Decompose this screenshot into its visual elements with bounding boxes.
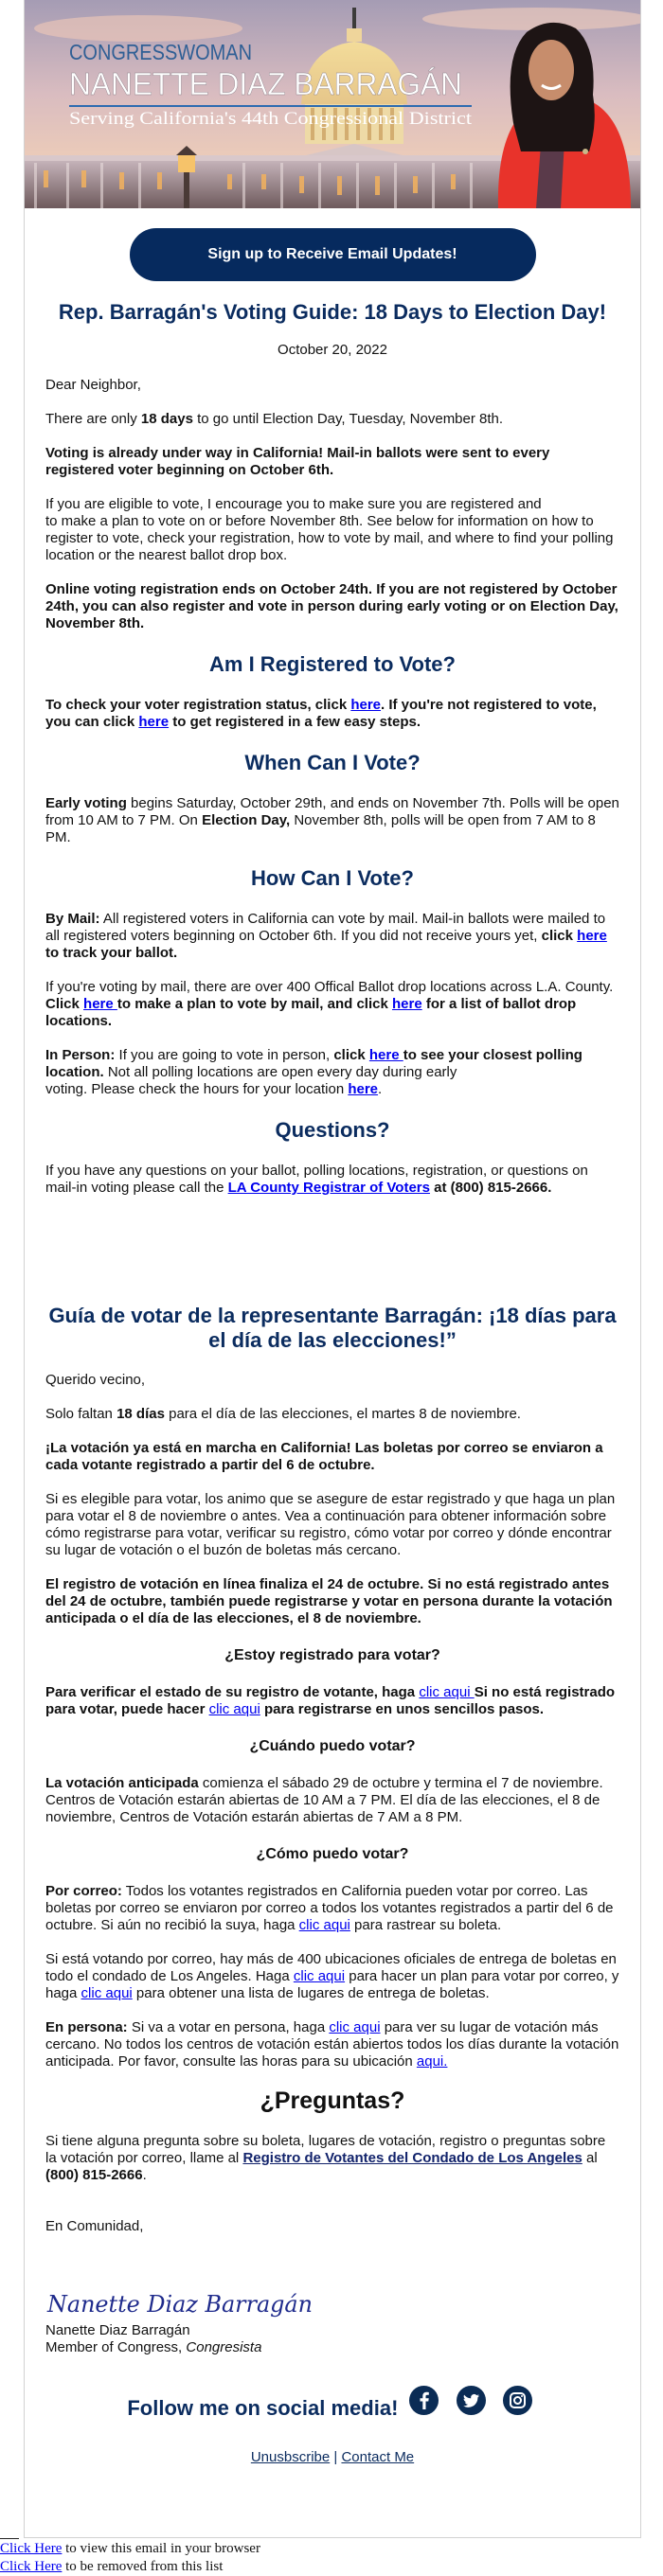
heading-registered-es: ¿Estoy registrado para votar?: [224, 1647, 440, 1663]
emphasis: En persona:: [45, 2019, 128, 2035]
paragraph-registration-deadline: [45, 581, 619, 632]
signer-title-es: Congresista: [186, 2339, 262, 2355]
social-label: Follow me on social media!: [127, 2396, 399, 2420]
paragraph-voting-underway: [45, 445, 619, 479]
view-in-browser-link[interactable]: Click Here: [0, 2541, 63, 2556]
text: al: [582, 2150, 598, 2166]
text: to be removed from this list: [62, 2559, 224, 2574]
polling-location-link-es[interactable]: clic aqui: [329, 2019, 381, 2035]
paragraph-voting-underway-es: [45, 1440, 619, 1474]
text: Para verificar el estado de su registro de votante, haga: [45, 1684, 420, 1700]
signer-title-en: Member of Congress,: [45, 2339, 187, 2355]
header-tagline: Serving California's 44th Congressional District: [69, 109, 473, 129]
text: Todos los votantes registrados en California pueden votar por correo. Las boletas por correo se enviaron por correo a todos los votantes registrados a partir del 6 de octubre. Si aún no recibió la suya, haga: [45, 1883, 614, 1933]
signer-title: [45, 2339, 619, 2356]
la-county-registrar-link[interactable]: LA County Registrar of Voters: [227, 1180, 430, 1196]
text: to make a plan to vote by mail, and click: [116, 996, 392, 1012]
text: November 8th, polls will be open from 7 AM to 8 PM.: [45, 812, 596, 845]
paragraph-check-registration: [45, 697, 619, 731]
emphasis: ¡La votación ya está en marcha en California! Las boletas por correo se enviaron a cada votante registrado a partir del 6 de octubre.: [45, 1440, 603, 1473]
drop-locations-link-es[interactable]: clic aqui: [81, 1985, 133, 2001]
twitter-icon[interactable]: [457, 2386, 486, 2415]
signature: [45, 2286, 619, 2322]
signature-image: [45, 2286, 330, 2322]
text: for a list of ballot drop locations.: [45, 996, 577, 1029]
heading-questions-es: ¿Preguntas?: [260, 2087, 405, 2114]
remove-from-list-link[interactable]: Click Here: [0, 2559, 63, 2574]
paragraph-in-person-es: [45, 2019, 619, 2070]
letter-body: [45, 377, 619, 2235]
social-follow: [45, 2393, 619, 2424]
heading-registered: Am I Registered to Vote?: [209, 652, 456, 676]
signer-name: Nanette Diaz Barragán: [45, 2322, 190, 2338]
text: para el día de las elecciones, el martes 8 de noviembre.: [164, 1406, 521, 1422]
paragraph-by-mail: [45, 911, 619, 962]
text: click: [333, 1047, 369, 1063]
svg-text:Nanette Diaz Barragán: Nanette Diaz Barragán: [46, 2291, 314, 2318]
text: Si va a votar en persona, haga: [127, 2019, 330, 2035]
text: If you have any questions on your ballot, polling locations, registration, or questions on mail-in voting please call the: [45, 1163, 588, 1196]
text: Solo faltan: [45, 1406, 117, 1422]
paragraph-drop-locations: [45, 979, 619, 1030]
plan-vote-by-mail-link-es[interactable]: clic aqui: [293, 1968, 346, 1984]
text: . If you're not registered to vote, you can click: [45, 697, 597, 730]
text: If you are eligible to vote, I encourage you to make sure you are registered and: [45, 496, 542, 512]
paragraph-eligible: [45, 496, 619, 564]
text: Not all polling locations are open every day during early: [103, 1064, 457, 1080]
check-registration-link-es[interactable]: clic aqui: [419, 1684, 475, 1700]
text: To check your voter registration status, click: [45, 697, 351, 713]
text: Si no está registrado para votar, puede hacer: [45, 1684, 616, 1717]
text: para rastrear su boleta.: [349, 1917, 502, 1933]
location-hours-link-es[interactable]: aqui.: [416, 2053, 448, 2070]
paragraph-early-voting-es: [45, 1775, 619, 1826]
text: para obtener una lista de lugares de entrega de boletas.: [132, 1985, 490, 2001]
text: to make a plan to vote on or before November 8th. See below for information on how to register to vote, check your registration, how to vote by mail, and where to find your polling location or the nearest ballot drop box.: [45, 513, 614, 563]
text: para hacer un plan para votar por correo, y haga: [45, 1968, 619, 2001]
text: at (800) 815-2666.: [429, 1180, 552, 1196]
text: to track your ballot.: [45, 945, 178, 961]
polling-location-link[interactable]: here: [368, 1047, 403, 1063]
text: comienza el sábado 29 de octubre y termina el 7 de noviembre. Centros de Votación estarán abiertas de 10 AM a 7 PM. El día de las elecciones, el 8 de noviembre, Centros de Votación estarán abiertas de 7 AM a 8 PM.: [45, 1775, 603, 1825]
paragraph-eligible-es: Si es elegible para votar, los animo que se asegure de estar registrado y que haga un plan para votar el 8 de noviembre o antes. Vea a continuación para obtener información sobre cómo registrarse para votar, verificar su registro, cómo votar por correo y dónde encontrar su lugar de votación o el buzón de boletas más cercano.: [45, 1491, 616, 1558]
heading-how: How Can I Vote?: [251, 866, 414, 890]
emphasis: 18 days: [140, 411, 193, 427]
text: para ver su lugar de votación más cercano. No todos los centros de votación están abiertos todos los días durante la votación anticipada. Por favor, consulte las horas para su ubicación: [45, 2019, 619, 2070]
text: to see your closest polling location.: [45, 1047, 582, 1080]
check-registration-link[interactable]: here: [350, 697, 382, 713]
outer-footer: [0, 2540, 260, 2576]
signup-email-updates-button[interactable]: Sign up to Receive Email Updates!: [130, 228, 536, 281]
emphasis: In Person:: [45, 1047, 116, 1063]
text: to view this email in your browser: [62, 2541, 260, 2556]
paragraph-check-registration-es: [45, 1684, 619, 1718]
header-banner: [25, 0, 640, 208]
drop-locations-link[interactable]: here: [391, 996, 422, 1012]
text: All registered voters in California can vote by mail. Mail-in ballots were mailed to all registered voters beginning on October 6th. If you did not receive yours yet,: [45, 911, 606, 944]
footer-links: [45, 2449, 619, 2466]
text: .: [142, 2167, 147, 2183]
greeting: Dear Neighbor,: [45, 377, 141, 393]
header-banner-image: [25, 0, 640, 208]
email-container: [24, 0, 641, 2538]
date: October 20, 2022: [278, 342, 387, 358]
paragraph-questions: [45, 1163, 619, 1197]
text: begins Saturday, October 29th, and ends on November 7th. Polls will be open from 10 AM to 7 PM. On: [45, 795, 619, 828]
paragraph-registration-deadline-es: [45, 1576, 619, 1627]
emphasis: El registro de votación en línea finaliza el 24 de octubre. Si no está registrado antes del 24 de octubre, también puede registrarse y votar en persona durante la votación anticipada o el día de las elecciones, el 8 de noviembre.: [45, 1576, 613, 1626]
separator: |: [330, 2449, 342, 2465]
paragraph-drop-locations-es: [45, 1951, 619, 2002]
text: Click: [45, 996, 84, 1012]
paragraph-by-mail-es: [45, 1883, 619, 1934]
text: .: [378, 1081, 383, 1097]
text: click: [541, 928, 578, 944]
emphasis: Early voting: [45, 795, 127, 811]
unsubscribe-link[interactable]: Unusbscribe: [250, 2449, 331, 2465]
emphasis: Por correo:: [45, 1883, 122, 1899]
paragraph-questions-es: [45, 2133, 619, 2184]
closing: En Comunidad,: [45, 2218, 144, 2234]
la-county-registrar-link-es[interactable]: Registro de Votantes del Condado de Los Angeles: [242, 2150, 582, 2166]
emphasis: Election Day,: [202, 812, 291, 828]
text: to get registered in a few easy steps.: [169, 714, 421, 730]
page-title: Rep. Barragán's Voting Guide: 18 Days to Election Day!: [58, 300, 607, 324]
paragraph-days-left: [45, 411, 619, 428]
plan-vote-by-mail-link[interactable]: here: [83, 996, 117, 1012]
greeting-es: Querido vecino,: [45, 1372, 146, 1388]
text: Si tiene alguna pregunta sobre su boleta, lugares de votación, registro o preguntas sobre la votación por correo, llame al: [45, 2133, 606, 2166]
heading-when-es: ¿Cuándo puedo votar?: [249, 1738, 416, 1754]
paragraph-days-left-es: [45, 1406, 619, 1423]
location-hours-link[interactable]: here: [348, 1081, 379, 1097]
phone-number: (800) 815-2666: [45, 2167, 143, 2183]
header-kicker: CONGRESSWOMAN: [69, 40, 252, 64]
facebook-icon[interactable]: [409, 2386, 439, 2415]
register-link-es[interactable]: clic aqui: [208, 1701, 260, 1717]
text: para registrarse en unos sencillos pasos.: [260, 1701, 545, 1717]
header-name: NANETTE DIAZ BARRAGÁN: [69, 66, 462, 101]
text: If you are going to vote in person,: [115, 1047, 334, 1063]
emphasis: By Mail:: [45, 911, 100, 927]
heading-when: When Can I Vote?: [244, 751, 421, 774]
footer-divider: [0, 2538, 19, 2539]
emphasis: 18 días: [116, 1406, 165, 1422]
text: There are only: [45, 411, 141, 427]
register-link[interactable]: here: [138, 714, 170, 730]
track-ballot-link-es[interactable]: clic aqui: [298, 1917, 350, 1933]
emphasis: Voting is already under way in California! Mail-in ballots were sent to every registered voter beginning on October 6th.: [45, 445, 550, 478]
emphasis: La votación anticipada: [45, 1775, 199, 1791]
text: to go until Election Day, Tuesday, November 8th.: [192, 411, 504, 427]
spanish-title: Guía de votar de la representante Barragán: ¡18 días para el día de las elecciones!”: [48, 1304, 617, 1352]
track-ballot-link[interactable]: here: [577, 928, 607, 944]
emphasis: Online voting registration ends on October 24th. If you are not registered by October 24th, you can also register and vote in person during early voting or on Election Day, November 8th.: [45, 581, 618, 631]
heading-how-es: ¿Cómo puedo votar?: [256, 1846, 409, 1862]
instagram-icon[interactable]: [503, 2386, 532, 2415]
text: voting. Please check the hours for your location: [45, 1081, 349, 1097]
contact-me-link[interactable]: Contact Me: [341, 2449, 415, 2465]
heading-questions: Questions?: [275, 1118, 390, 1142]
paragraph-in-person: [45, 1047, 619, 1098]
text: If you're voting by mail, there are over 400 Offical Ballot drop locations across L.A. County.: [45, 979, 614, 995]
text: Si está votando por correo, hay más de 400 ubicaciones oficiales de entrega de boletas en todo el condado de Los Angeles. Haga: [45, 1951, 617, 1984]
paragraph-early-voting: [45, 795, 619, 846]
